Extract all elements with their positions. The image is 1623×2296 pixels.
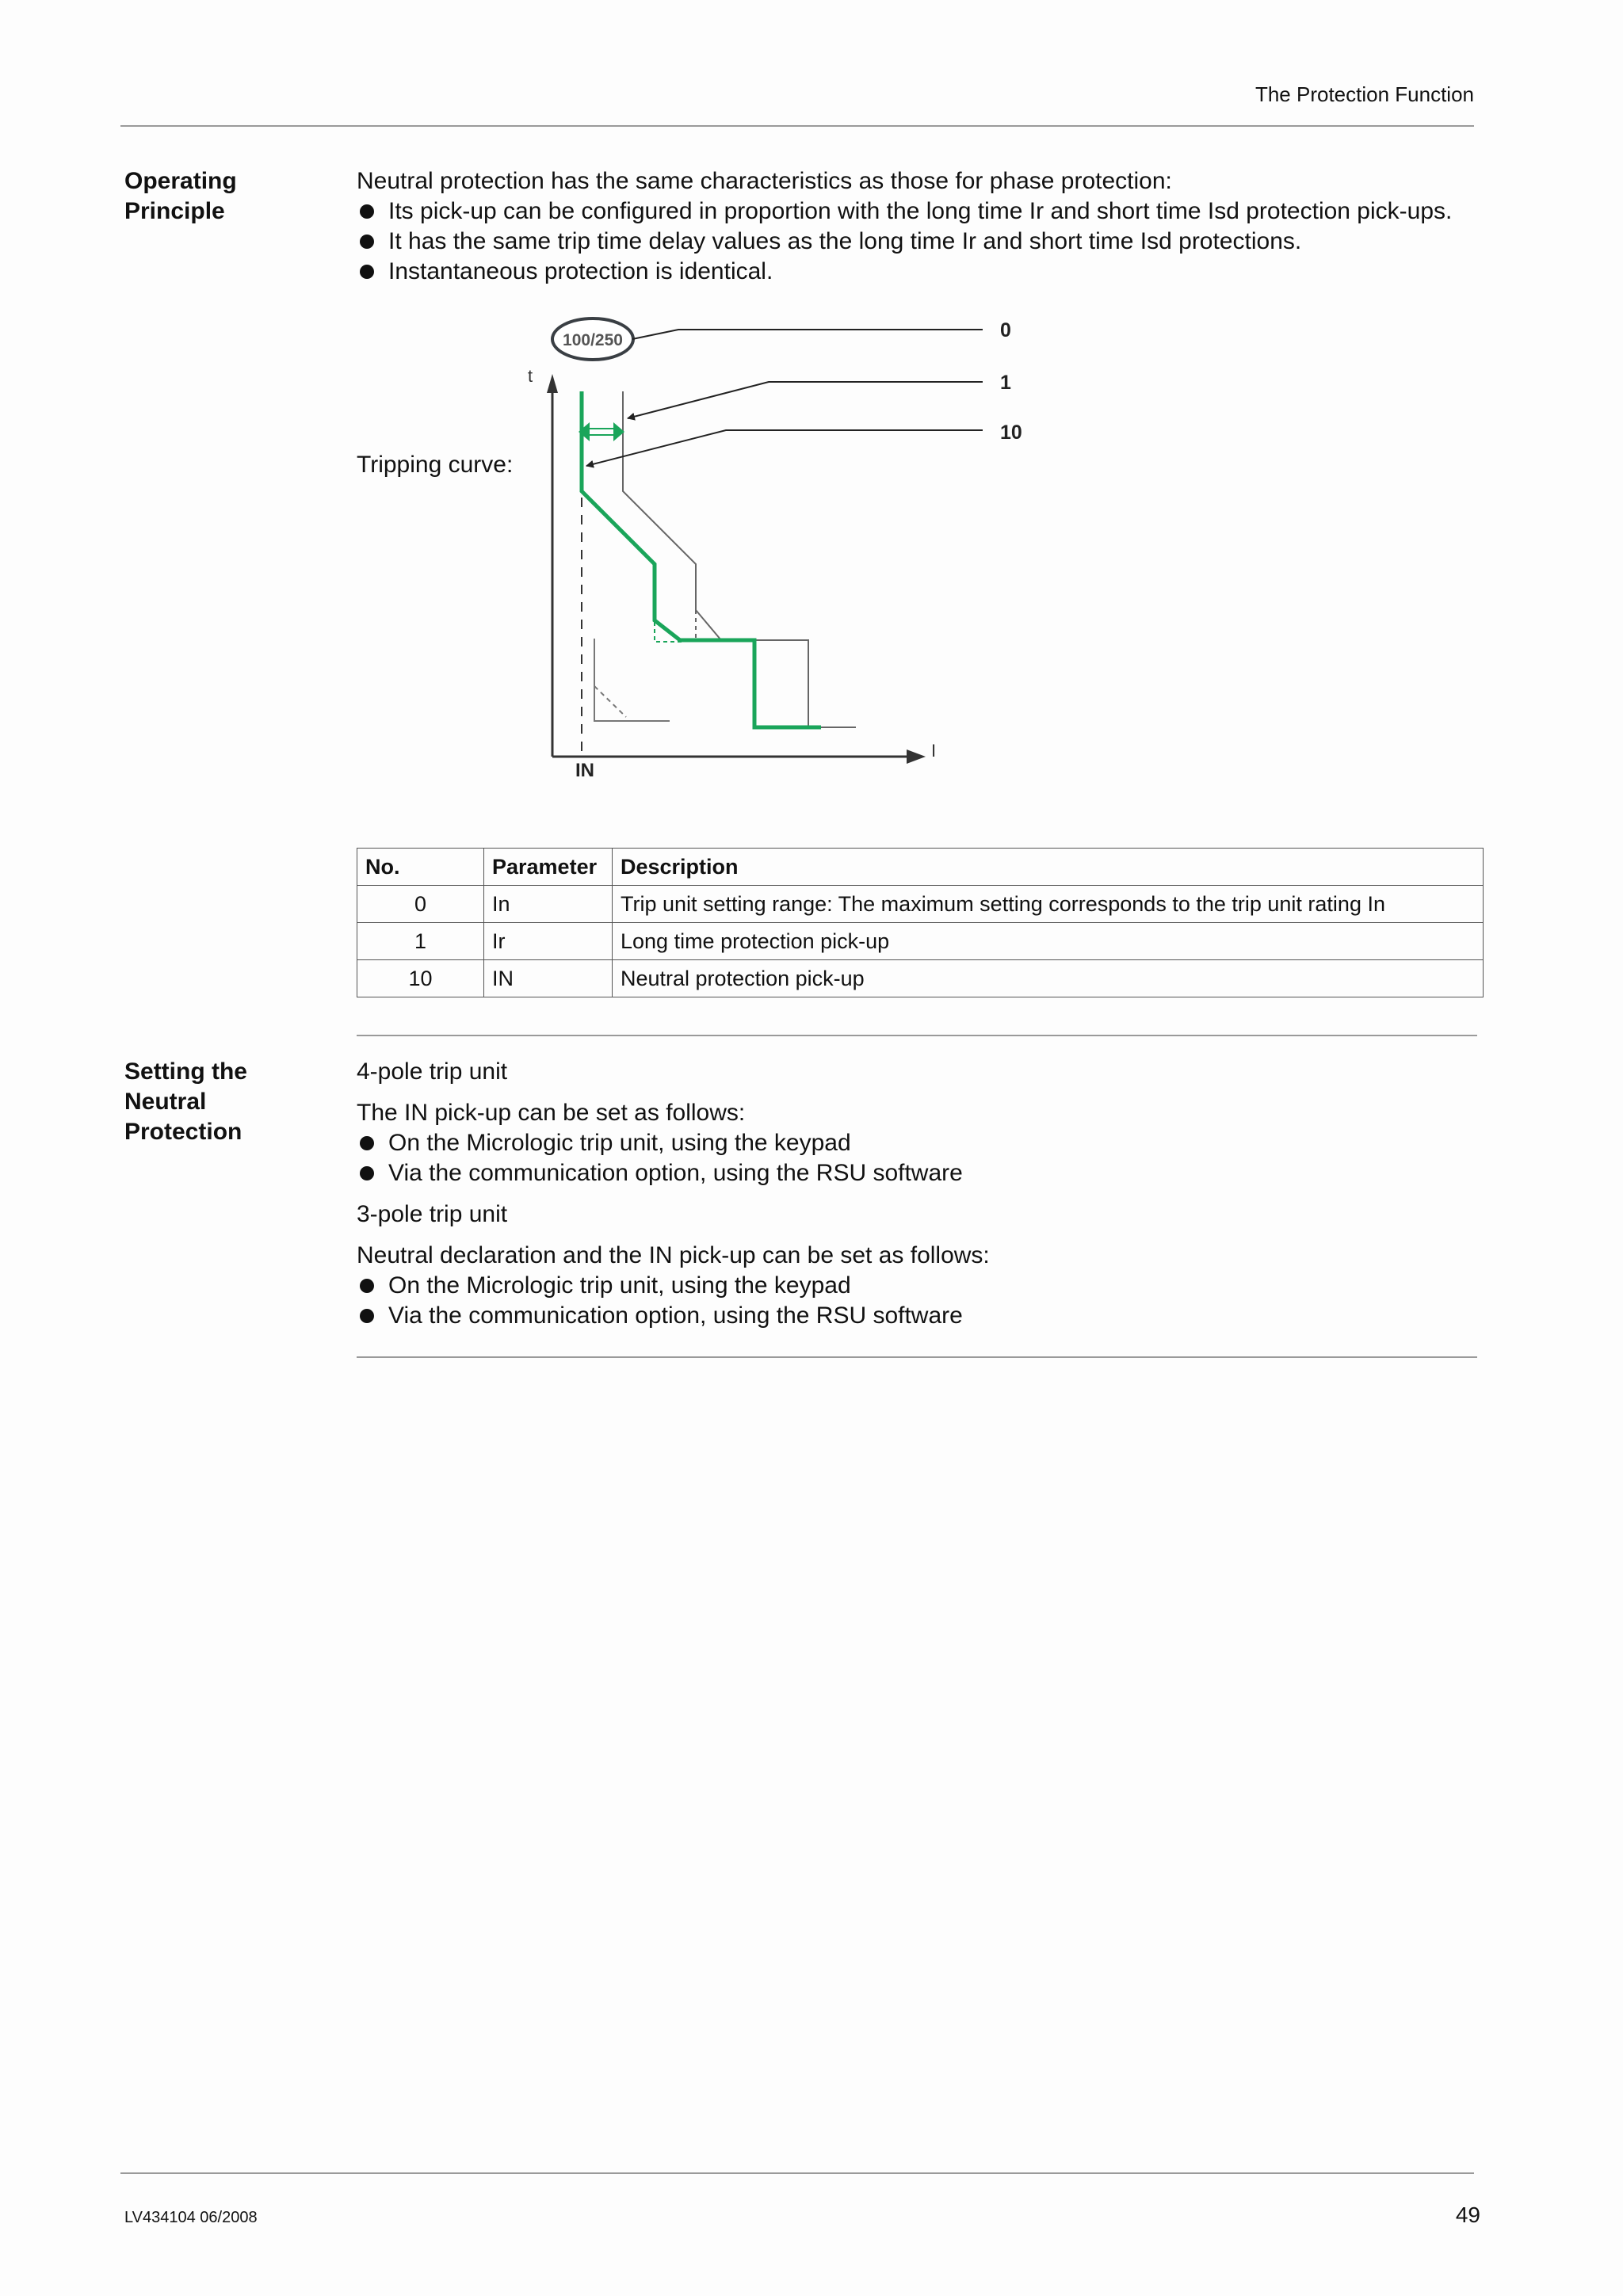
heading-line: Neutral [124, 1089, 207, 1115]
col-header-parameter: Parameter [484, 849, 613, 886]
axis-in-label: IN [575, 760, 594, 781]
dial-label: 100/250 [563, 331, 623, 349]
parameter-table [357, 848, 1484, 997]
doc-reference: LV434104 06/2008 [124, 2209, 258, 2226]
col-header-no: No. [357, 849, 484, 886]
callout-line-10 [586, 430, 983, 466]
bullet-item: Via the communication option, using the RSU software [357, 1158, 1482, 1188]
neutral-curve [582, 391, 821, 727]
heading-line: Principle [124, 198, 225, 224]
axis-i-label: I [931, 741, 937, 761]
page-number: 49 [1455, 2203, 1480, 2227]
bullet-item: Instantaneous protection is identical. [357, 257, 1482, 287]
table-row [357, 923, 1484, 960]
setting-neutral-body [357, 1057, 1482, 1331]
instantaneous-dashed [594, 686, 626, 717]
four-pole-intro: The IN pick-up can be set as follows: [357, 1100, 746, 1126]
callout-line-1 [628, 382, 983, 418]
footer-divider [120, 2172, 1474, 2174]
axis-t-label: t [528, 366, 533, 386]
cell-description: Long time protection pick-up [613, 923, 1484, 960]
three-pole-intro: Neutral declaration and the IN pick-up can be set as follows: [357, 1242, 990, 1268]
bullet-item: Via the communication option, using the RSU software [357, 1301, 1482, 1331]
col-header-description: Description [613, 849, 1484, 886]
four-pole-bullet-list [357, 1128, 1482, 1188]
callout-1: 1 [1000, 372, 1011, 394]
tripping-curve-label: Tripping curve: [357, 452, 514, 478]
bullet-item: On the Micrologic trip unit, using the keypad [357, 1271, 1482, 1301]
section-divider [357, 1356, 1477, 1358]
table-row [357, 886, 1484, 923]
double-arrow-icon [579, 422, 624, 441]
cell-description: Neutral protection pick-up [613, 960, 1484, 997]
cell-description: Trip unit setting range: The maximum setting corresponds to the trip unit rating In [613, 886, 1484, 923]
cell-parameter: IN [484, 960, 613, 997]
three-pole-bullet-list [357, 1271, 1482, 1331]
section-divider [357, 1035, 1477, 1036]
i-axis-arrowhead [907, 749, 926, 764]
table-header-row [357, 849, 1484, 886]
heading-line: Protection [124, 1119, 242, 1145]
callout-0: 0 [1000, 319, 1011, 341]
three-pole-title: 3-pole trip unit [357, 1201, 508, 1227]
t-axis-arrowhead [547, 374, 558, 393]
setting-neutral-heading [124, 1057, 247, 1147]
cell-no: 10 [357, 960, 484, 997]
heading-line: Operating [124, 168, 237, 194]
heading-line: Setting the [124, 1058, 247, 1085]
cell-no: 1 [357, 923, 484, 960]
phase-curve [623, 391, 856, 727]
bullet-item: It has the same trip time delay values as the long time Ir and short time Isd protections. [357, 227, 1482, 257]
four-pole-title: 4-pole trip unit [357, 1058, 508, 1085]
callout-10: 10 [1000, 421, 1022, 444]
cell-parameter: In [484, 886, 613, 923]
instantaneous-line [594, 639, 670, 721]
table-row [357, 960, 1484, 997]
cell-no: 0 [357, 886, 484, 923]
section-title: The Protection Function [1254, 82, 1474, 106]
cell-parameter: Ir [484, 923, 613, 960]
callout-line-0 [632, 330, 983, 339]
bullet-item: On the Micrologic trip unit, using the keypad [357, 1128, 1482, 1158]
intro-text: Neutral protection has the same characteristics as those for phase protection: [357, 168, 1172, 194]
tripping-curve-diagram [0, 0, 1623, 840]
bullet-item: Its pick-up can be configured in proportion with the long time Ir and short time Isd protection pick-ups. [357, 196, 1482, 227]
